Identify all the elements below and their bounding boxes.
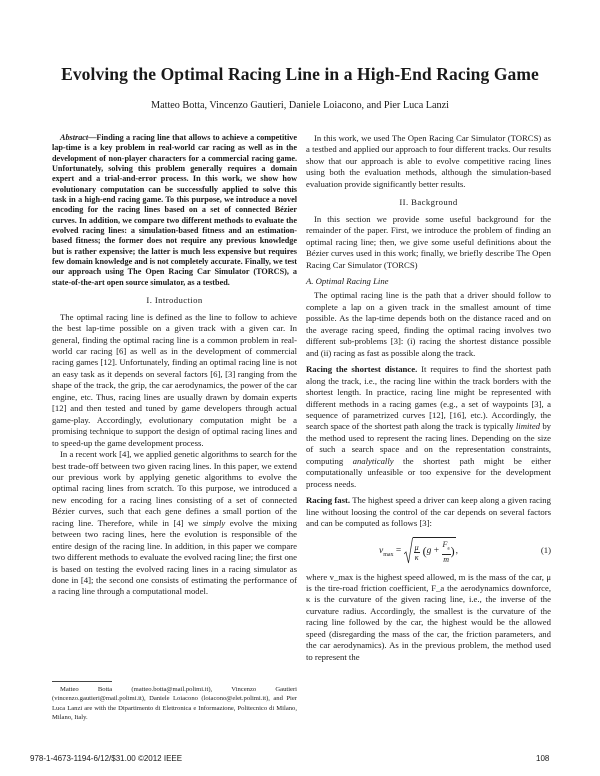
racing-fast-text: The highest speed a driver can keep along a given racing line without loosing the control of the car depends on several factors and can be computed as follows [3]:	[306, 495, 551, 529]
paper-title: Evolving the Optimal Racing Line in a High-End Racing Game	[61, 64, 539, 84]
intro-paragraph-1: The optimal racing line is defined as the line to follow to achieve the best lap-time possible on a given track with a given car. In general, finding the optimal racing line is a common problem in real-world car racing [6] as well as in the development of commercial racing games [12]. Unfortunately, finding an optimal racing line is not an easy task as it depends on several factors [6], [3] ranging from the shape of the track, the grip, the car aerodynamics, the power of the car engine, etc. Thus, racing lines are usually drawn by domain experts [12] and then tested and tuned by game developers through actual game-play. Accordingly, evolutionary computation might be a promising technique to support the design of optimal racing lines and to speed-up the game development process.	[52, 311, 297, 448]
shortest-text-c: the shortest path might be either computationally unfeasible or too expensive for the development process needs.	[306, 455, 551, 489]
footnote-rule	[52, 681, 112, 682]
subsection-heading-optimal-racing-line: A. Optimal Racing Line	[306, 275, 389, 286]
isbn-copyright: 978-1-4673-1194-6/12/$31.00 ©2012 IEEE	[30, 754, 183, 763]
equation-body: $v_{max}$ = $\frac{\mu}{\kappa}$ ( g + $\frac{F_a}{m}$ ) ,	[306, 537, 531, 565]
intro-paragraph-2	[52, 449, 297, 598]
author-list: Matteo Botta, Vincenzo Gautieri, Daniele Loiacono, and Pier Luca Lanzi	[151, 100, 449, 111]
racing-fast-paragraph	[306, 495, 551, 529]
abstract-text: —Finding a racing line that allows to achieve a competitive lap-time is a key problem in real-world car racing as well as in the development of non-player characters for a commercial racing game. Unfortunately, solving this problem generally requires a domain expert and a trial-and-error process. In this work, we show how evolutionary computation can be successfully applied to solve this task in a high-end racing game. To this purpose, we introduce a novel encoding for the racing lines based on a set of connected Bézier curves. In addition, we compare two different methods to evaluate the evolved racing lines: a simulation-based fitness and an estimation-based fitness; the former does not require any previous knowledge but is rather expensive; the latter is much less expensive but requires few domain knowledge and is not completely accurate. Finally, we test our approach using The Open Racing Car Simulator (TORCS), a state-of-the-art open source simulator, as a testbed.	[52, 133, 297, 287]
left-column	[52, 133, 297, 598]
equation-explanation: where v_max is the highest speed allowed, m is the mass of the car, μ is the tire-road friction coefficient, F_a the aerodynamics downforce, κ is the curvature of the given racing line, i.e., the inverse of the curvature radius. Accordingly, the smallest is the curvature of the racing line followed by the car, the highest would be the allowed speed (disregarding the mass of the car, the friction parameters, and the car aerodynamics). As in the previous problem, the method used to represent the	[306, 571, 551, 662]
intro-paragraph-3: In this work, we used The Open Racing Car Simulator (TORCS) as a testbed and applied our approach to four different tracks. Our results show that our approach is able to evolve competitive racing lines using both the evaluation methods, although the simulation-based evaluation provide significantly better results.	[306, 133, 551, 189]
equation-1	[306, 534, 551, 568]
abstract	[52, 133, 297, 288]
equation-number: (1)	[540, 544, 551, 555]
shortest-emphasis-1: limited	[515, 421, 541, 432]
right-column	[306, 133, 551, 663]
page-number: 108	[536, 754, 550, 763]
intro-p2-emphasis: simply	[202, 517, 226, 528]
shortest-text-a: It requires to find the shortest path along the track, i.e., the racing line within the track borders with the shortest length. In practice, racing line might be represented with different methods in a racing games (e.g., a set of waypoints [3], a sequence of parametrized curves [12], [16], etc.). Accordingly, the search space of the shortest path along the track is typically	[306, 364, 552, 432]
shortest-distance-paragraph	[306, 364, 551, 490]
author-footnote	[52, 685, 297, 723]
shortest-emphasis-2: analytically	[352, 455, 394, 466]
intro-p2-text-b: evolve the mixing between two racing lines, here the evolution is responsible of the entire design of the racing line. In addition, in this paper we compare two different methods to evaluate the evolved racing line; the first one is based on testing the evolved racing lines in a racing simulator as done in [4]; the second one consists of estimating the performance of a racing line through a computational model.	[52, 517, 297, 597]
shortest-distance-label: Racing the shortest distance.	[306, 364, 418, 375]
shortest-text-b: by the method used to represent the racing lines. Depending on the size of such a search space and on the representation constraints, computing	[306, 421, 552, 466]
optimal-racing-line-paragraph: The optimal racing line is the path that a driver should follow to complete a lap on a given track in the smallest amount of time possible. As the lap-time depends both on the distance raced and on the average racing speed, finding the optimal racing involves two different sub-problems [3]: (i) racing the shortest distance possible and (ii) racing as fast as possible along the track.	[306, 290, 551, 358]
footnote-text: Matteo Botta (matteo.botta@mail.polimi.it), Vincenzo Gautieri (vincenzo.gautieri@mail.polimi.it), Daniele Loiacono (loiacono@elet.polimi.it), and Pier Luca Lanzi are with the Dipartimento di Elettronica e Informazione, Politecnico di Milano, Milano, Italy.	[52, 686, 297, 722]
background-paragraph-1: In this section we provide some useful background for the remainder of the paper. First, we introduce the problem of finding an optimal racing line; then, we give some useful definitions about the Bézier curves used in this work; finally, we briefly describe The Open Racing Car Simulator (TORCS)	[306, 213, 551, 270]
section-heading-background: II. Background	[399, 197, 458, 208]
section-heading-introduction: I. Introduction	[146, 295, 203, 306]
racing-fast-label: Racing fast.	[306, 495, 351, 506]
square-root: $\frac{\mu}{\kappa}$ ( g + $\frac{F_a}{m}$ )	[404, 537, 456, 565]
intro-p2-text-a: In a recent work [4], we applied genetic algorithms to search for the best trade-off between two given racing lines. In this paper, we extend our previous work by applying genetic algorithms to evolve the optimal racing lines from scratch. To this purpose, we introduced a new encoding for a racing lines consisting of a set of connected Bézier curves, such that each gene defines a small portion of the racing line. Therefore, while in [4] we	[52, 449, 297, 528]
abstract-label: Abstract	[60, 133, 89, 142]
